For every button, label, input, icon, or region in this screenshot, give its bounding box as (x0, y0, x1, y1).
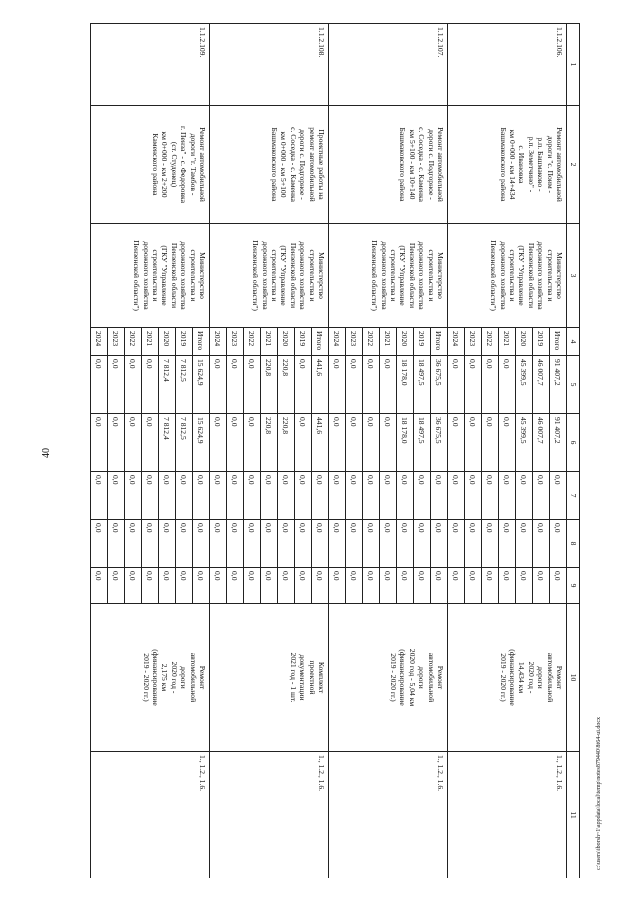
activity-executor: Министерство строительства и дорожного хозяйства Пензенской области (ГКУ "Управление строительства и дорожного хозяйства Пензенской области") (329, 224, 448, 328)
total-amount-cell: 0,0 (465, 356, 482, 414)
total-amount-cell: 18 497,5 (414, 356, 431, 414)
local-budget-cell: 0,0 (227, 520, 244, 568)
total-amount-cell: 0,0 (108, 356, 125, 414)
year-cell: 2022 (244, 328, 261, 356)
rotated-table-frame (90, 23, 580, 878)
regional-budget-cell: 18 497,5 (414, 414, 431, 472)
other-sources-cell: 0,0 (210, 568, 227, 604)
regional-budget-cell: 0,0 (363, 414, 380, 472)
federal-budget-cell: 0,0 (176, 472, 193, 520)
regional-budget-cell: 441,6 (312, 414, 329, 472)
federal-budget-cell: 0,0 (142, 472, 159, 520)
federal-budget-cell: 0,0 (431, 472, 448, 520)
federal-budget-cell: 0,0 (397, 472, 414, 520)
year-cell: 2021 (499, 328, 516, 356)
regional-budget-cell: 220,8 (261, 414, 278, 472)
local-budget-cell: 0,0 (448, 520, 465, 568)
regional-budget-cell: 0,0 (108, 414, 125, 472)
year-cell: 2019 (533, 328, 550, 356)
regional-budget-cell: 15 624,9 (193, 414, 210, 472)
total-amount-cell: 0,0 (91, 356, 108, 414)
year-cell: 2021 (261, 328, 278, 356)
federal-budget-cell: 0,0 (295, 472, 312, 520)
local-budget-cell: 0,0 (414, 520, 431, 568)
local-budget-cell: 0,0 (550, 520, 567, 568)
year-cell: 2024 (91, 328, 108, 356)
total-amount-cell: 0,0 (125, 356, 142, 414)
federal-budget-cell: 0,0 (312, 472, 329, 520)
year-cell: 2023 (227, 328, 244, 356)
regional-budget-cell: 0,0 (142, 414, 159, 472)
total-amount-cell: 0,0 (227, 356, 244, 414)
federal-budget-cell: 0,0 (159, 472, 176, 520)
year-cell: 2021 (142, 328, 159, 356)
other-sources-cell: 0,0 (244, 568, 261, 604)
activity-result: Ремонт автомобильной дороги 2020 год - 5,04 км (финансирование 2019 - 2020 гг.) (329, 604, 448, 752)
activity-executor: Министерство строительства и дорожного хозяйства Пензенской области (ГКУ "Управление строительства и дорожного хозяйства Пензенской области") (448, 224, 567, 328)
year-cell: Итого (312, 328, 329, 356)
activity-number: 1.1.2.108. (210, 24, 329, 106)
other-sources-cell: 0,0 (312, 568, 329, 604)
local-budget-cell: 0,0 (465, 520, 482, 568)
year-cell: 2023 (465, 328, 482, 356)
local-budget-cell: 0,0 (210, 520, 227, 568)
year-cell: Итого (550, 328, 567, 356)
regional-budget-cell: 0,0 (482, 414, 499, 472)
federal-budget-cell: 0,0 (227, 472, 244, 520)
regional-budget-cell: 0,0 (125, 414, 142, 472)
local-budget-cell: 0,0 (312, 520, 329, 568)
year-cell: 2020 (278, 328, 295, 356)
year-cell: Итого (431, 328, 448, 356)
year-cell: 2024 (210, 328, 227, 356)
regional-budget-cell: 45 399,5 (516, 414, 533, 472)
table-body (91, 24, 567, 879)
local-budget-cell: 0,0 (516, 520, 533, 568)
other-sources-cell: 0,0 (295, 568, 312, 604)
local-budget-cell: 0,0 (380, 520, 397, 568)
year-cell: 2024 (329, 328, 346, 356)
column-header-8: 8 (567, 520, 580, 568)
column-header-6: 6 (567, 414, 580, 472)
other-sources-cell: 0,0 (499, 568, 516, 604)
activity-result: Ремонт автомобильной дороги 2020 год - 2,175 км (финансирование 2019 - 2020 гг.) (91, 604, 210, 752)
total-amount-cell: 0,0 (329, 356, 346, 414)
column-header-3: 3 (567, 224, 580, 328)
federal-budget-cell: 0,0 (210, 472, 227, 520)
local-budget-cell: 0,0 (91, 520, 108, 568)
federal-budget-cell: 0,0 (516, 472, 533, 520)
federal-budget-cell: 0,0 (261, 472, 278, 520)
column-header-4: 4 (567, 328, 580, 356)
federal-budget-cell: 0,0 (380, 472, 397, 520)
other-sources-cell: 0,0 (142, 568, 159, 604)
other-sources-cell: 0,0 (125, 568, 142, 604)
local-budget-cell: 0,0 (533, 520, 550, 568)
federal-budget-cell: 0,0 (363, 472, 380, 520)
column-header-5: 5 (567, 356, 580, 414)
local-budget-cell: 0,0 (431, 520, 448, 568)
year-cell: 2022 (363, 328, 380, 356)
total-amount-cell: 15 624,9 (193, 356, 210, 414)
document-table-wrapper (90, 23, 580, 878)
year-cell: 2022 (482, 328, 499, 356)
activity-executor: Министерство строительства и дорожного хозяйства Пензенской области (ГКУ "Управление строительства и дорожного хозяйства Пензенской области") (91, 224, 210, 328)
other-sources-cell: 0,0 (414, 568, 431, 604)
year-cell: Итого (193, 328, 210, 356)
local-budget-cell: 0,0 (346, 520, 363, 568)
federal-budget-cell: 0,0 (414, 472, 431, 520)
regional-budget-cell: 0,0 (380, 414, 397, 472)
local-budget-cell: 0,0 (125, 520, 142, 568)
regional-budget-cell: 220,8 (278, 414, 295, 472)
year-cell: 2022 (125, 328, 142, 356)
year-cell: 2019 (295, 328, 312, 356)
total-amount-cell: 91 407,2 (550, 356, 567, 414)
federal-budget-cell: 0,0 (278, 472, 295, 520)
regional-budget-cell: 0,0 (346, 414, 363, 472)
regional-budget-cell: 0,0 (227, 414, 244, 472)
table-row (312, 24, 329, 879)
year-cell: 2021 (380, 328, 397, 356)
other-sources-cell: 0,0 (465, 568, 482, 604)
total-amount-cell: 0,0 (482, 356, 499, 414)
total-amount-cell: 0,0 (244, 356, 261, 414)
total-amount-cell: 0,0 (499, 356, 516, 414)
regional-budget-cell: 0,0 (210, 414, 227, 472)
total-amount-cell: 46 007,7 (533, 356, 550, 414)
federal-budget-cell: 0,0 (499, 472, 516, 520)
activity-name: Ремонт автомобильной дороги "г. Тамбов - г. Пенза" - с. Федоровка (ст. Студенец) км 0+000 - км 2+200 Каменского района (91, 106, 210, 224)
column-header-1: 1 (567, 24, 580, 106)
activity-result: Ремонт автомобильной дороги 2020 год - 14,434 км (финансирование 2019 - 2020 гг.) (448, 604, 567, 752)
local-budget-cell: 0,0 (193, 520, 210, 568)
page-number: 40 (41, 448, 52, 458)
local-budget-cell: 0,0 (159, 520, 176, 568)
year-cell: 2020 (159, 328, 176, 356)
federal-budget-cell: 0,0 (346, 472, 363, 520)
other-sources-cell: 0,0 (448, 568, 465, 604)
regional-budget-cell: 0,0 (91, 414, 108, 472)
federal-budget-cell: 0,0 (125, 472, 142, 520)
other-sources-cell: 0,0 (516, 568, 533, 604)
regional-budget-cell: 0,0 (329, 414, 346, 472)
regional-budget-cell: 7 812,5 (176, 414, 193, 472)
other-sources-cell: 0,0 (380, 568, 397, 604)
activity-indicators: 1., 1.2., 1.6. (448, 752, 567, 879)
local-budget-cell: 0,0 (176, 520, 193, 568)
table-row (550, 24, 567, 879)
year-cell: 2019 (176, 328, 193, 356)
federal-budget-cell: 0,0 (91, 472, 108, 520)
column-header-10: 10 (567, 604, 580, 752)
local-budget-cell: 0,0 (278, 520, 295, 568)
column-header-7: 7 (567, 472, 580, 520)
regional-budget-cell: 91 407,2 (550, 414, 567, 472)
total-amount-cell: 0,0 (380, 356, 397, 414)
total-amount-cell: 7 812,5 (176, 356, 193, 414)
total-amount-cell: 18 178,0 (397, 356, 414, 414)
total-amount-cell: 0,0 (142, 356, 159, 414)
year-cell: 2023 (346, 328, 363, 356)
federal-budget-cell: 0,0 (108, 472, 125, 520)
year-cell: 2023 (108, 328, 125, 356)
total-amount-cell: 441,6 (312, 356, 329, 414)
activity-number: 1.1.2.107. (329, 24, 448, 106)
local-budget-cell: 0,0 (108, 520, 125, 568)
year-cell: 2019 (414, 328, 431, 356)
year-cell: 2020 (516, 328, 533, 356)
federal-budget-cell: 0,0 (244, 472, 261, 520)
regional-budget-cell: 0,0 (244, 414, 261, 472)
federal-budget-cell: 0,0 (329, 472, 346, 520)
federal-budget-cell: 0,0 (550, 472, 567, 520)
total-amount-cell: 45 399,5 (516, 356, 533, 414)
other-sources-cell: 0,0 (278, 568, 295, 604)
local-budget-cell: 0,0 (482, 520, 499, 568)
activity-name: Ремонт автомобильной дороги "с. Поим - р.п. Башмаково - р.п. Земетчино" - с. Ивановка км 0+000 - км 14+434 Башмаковского района (448, 106, 567, 224)
column-header-2: 2 (567, 106, 580, 224)
table-row (431, 24, 448, 879)
program-activities-table (90, 23, 580, 878)
activity-executor: Министерство строительства и дорожного хозяйства Пензенской области (ГКУ "Управление строительства и дорожного хозяйства Пензенской области") (210, 224, 329, 328)
total-amount-cell: 220,8 (278, 356, 295, 414)
total-amount-cell: 0,0 (295, 356, 312, 414)
regional-budget-cell: 7 812,4 (159, 414, 176, 472)
other-sources-cell: 0,0 (533, 568, 550, 604)
local-budget-cell: 0,0 (499, 520, 516, 568)
other-sources-cell: 0,0 (159, 568, 176, 604)
regional-budget-cell: 18 178,0 (397, 414, 414, 472)
year-cell: 2020 (397, 328, 414, 356)
total-amount-cell: 7 812,4 (159, 356, 176, 414)
federal-budget-cell: 0,0 (533, 472, 550, 520)
other-sources-cell: 0,0 (227, 568, 244, 604)
year-cell: 2024 (448, 328, 465, 356)
local-budget-cell: 0,0 (142, 520, 159, 568)
other-sources-cell: 0,0 (329, 568, 346, 604)
other-sources-cell: 0,0 (550, 568, 567, 604)
federal-budget-cell: 0,0 (448, 472, 465, 520)
total-amount-cell: 36 675,5 (431, 356, 448, 414)
federal-budget-cell: 0,0 (193, 472, 210, 520)
activity-indicators: 1., 1.2., 1.6. (210, 752, 329, 879)
local-budget-cell: 0,0 (295, 520, 312, 568)
other-sources-cell: 0,0 (193, 568, 210, 604)
activity-indicators: 1., 1.2., 1.6. (91, 752, 210, 879)
column-header-9: 9 (567, 568, 580, 604)
local-budget-cell: 0,0 (397, 520, 414, 568)
regional-budget-cell: 46 007,7 (533, 414, 550, 472)
other-sources-cell: 0,0 (482, 568, 499, 604)
other-sources-cell: 0,0 (176, 568, 193, 604)
activity-result: Комплект проектной документации 2021 год - 1 шт. (210, 604, 329, 752)
total-amount-cell: 0,0 (448, 356, 465, 414)
column-number-row (567, 24, 580, 879)
regional-budget-cell: 0,0 (499, 414, 516, 472)
regional-budget-cell: 0,0 (448, 414, 465, 472)
local-budget-cell: 0,0 (329, 520, 346, 568)
other-sources-cell: 0,0 (261, 568, 278, 604)
other-sources-cell: 0,0 (91, 568, 108, 604)
activity-indicators: 1., 1.2., 1.6. (329, 752, 448, 879)
federal-budget-cell: 0,0 (482, 472, 499, 520)
activity-name: Проектные работы на ремонт автомобильной дороги с. Подгорное - с. Соседка - с. Каменка км 0+000 - км 5+100 Башмаковского района (210, 106, 329, 224)
regional-budget-cell: 0,0 (295, 414, 312, 472)
activity-number: 1.1.2.109. (91, 24, 210, 106)
total-amount-cell: 0,0 (363, 356, 380, 414)
other-sources-cell: 0,0 (108, 568, 125, 604)
total-amount-cell: 0,0 (210, 356, 227, 414)
other-sources-cell: 0,0 (363, 568, 380, 604)
total-amount-cell: 220,8 (261, 356, 278, 414)
activity-name: Ремонт автомобильной дороги с. Подгорное - с. Соседка - с. Каменка км 5+100 - км 10+140 Башмаковского района (329, 106, 448, 224)
local-budget-cell: 0,0 (363, 520, 380, 568)
regional-budget-cell: 0,0 (465, 414, 482, 472)
column-header-11: 11 (567, 752, 580, 879)
total-amount-cell: 0,0 (346, 356, 363, 414)
other-sources-cell: 0,0 (431, 568, 448, 604)
table-row (193, 24, 210, 879)
federal-budget-cell: 0,0 (465, 472, 482, 520)
other-sources-cell: 0,0 (397, 568, 414, 604)
regional-budget-cell: 36 675,5 (431, 414, 448, 472)
other-sources-cell: 0,0 (346, 568, 363, 604)
local-budget-cell: 0,0 (261, 520, 278, 568)
local-budget-cell: 0,0 (244, 520, 261, 568)
activity-number: 1.1.2.106. (448, 24, 567, 106)
footer-file-path: c:\users\iborsh~1\appdata\local\temp\notes879440\8t64-ui.docx (596, 716, 602, 870)
